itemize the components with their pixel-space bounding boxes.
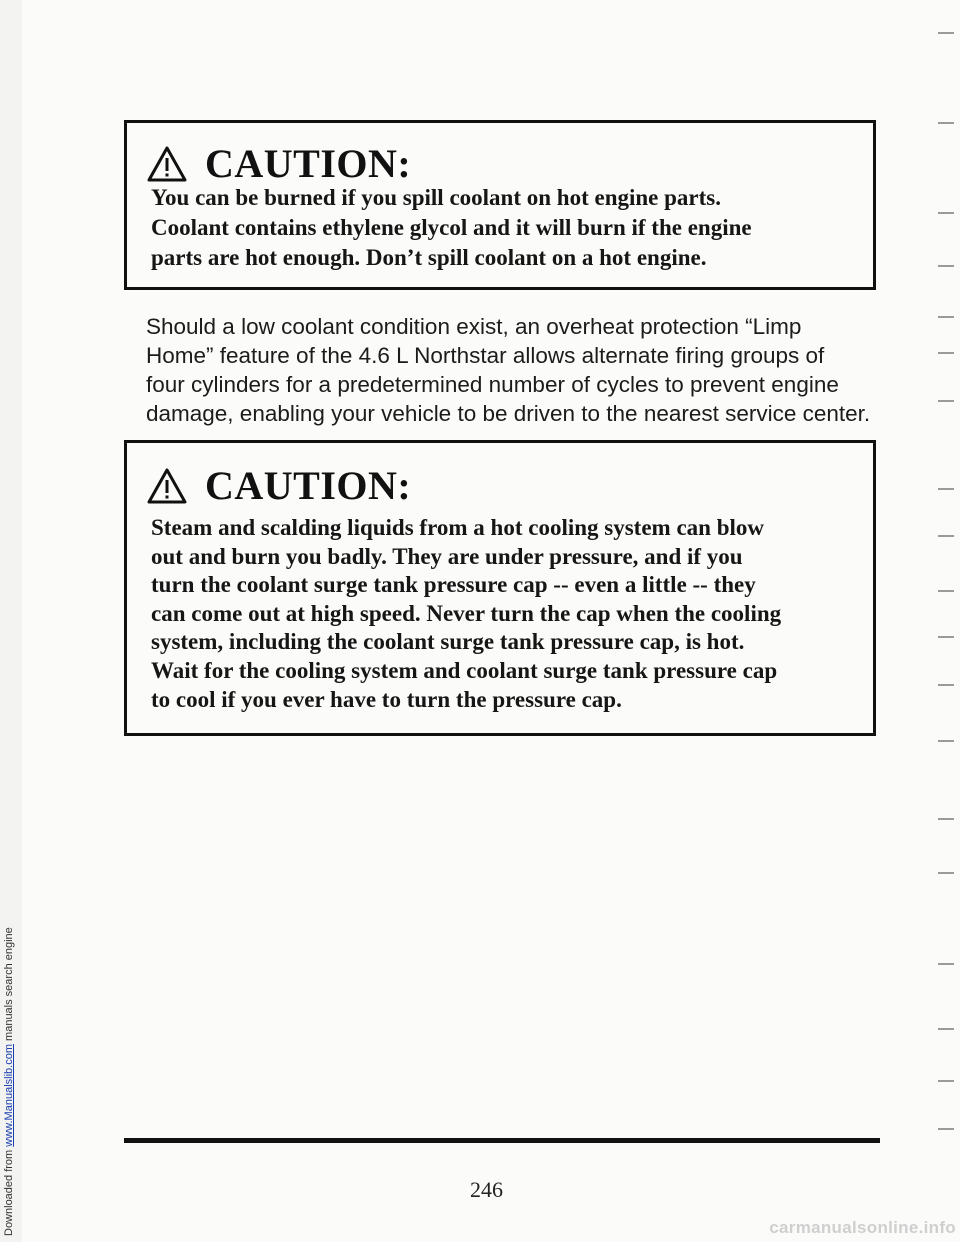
watermark-prefix: Downloaded from [3,1146,15,1236]
body-line: Home” feature of the 4.6 L Northstar allows alternate firing groups of [146,343,825,368]
caution-title-2: CAUTION: [205,463,412,508]
edge-tick [938,740,954,742]
edge-tick [938,316,954,318]
caution-2-line: Wait for the cooling system and coolant surge tank pressure cap [151,657,778,683]
warning-triangle-icon [147,146,187,182]
body-paragraph [146,312,871,428]
caution-heading-2 [147,462,853,509]
edge-tick [938,535,954,537]
watermark-suffix: manuals search engine [3,927,15,1045]
caution-2-line: to cool if you ever have to turn the pressure cap. [151,686,622,712]
edge-tick [938,636,954,638]
body-line: Should a low coolant condition exist, an overheat protection “Limp [146,314,802,339]
caution-heading-1 [147,140,853,187]
caution-text-2 [151,514,781,714]
download-watermark [3,6,19,1236]
page-number: 246 [470,1177,503,1202]
caution-2-line: turn the coolant surge tank pressure cap -- even a little -- they [151,572,756,598]
edge-tick [938,122,954,124]
edge-tick [938,488,954,490]
edge-tick [938,212,954,214]
edge-tick [938,1028,954,1030]
edge-tick [938,963,954,965]
body-line: four cylinders for a predetermined number of cycles to prevent engine [146,372,839,397]
caution-2-line: can come out at high speed. Never turn the cap when the cooling [151,600,782,626]
caution-1-line: You can be burned if you spill coolant on hot engine parts. [151,185,721,210]
caution-2-line: out and burn you badly. They are under pressure, and if you [151,543,743,569]
site-watermark: carmanualsonline.info [769,1218,956,1237]
edge-tick [938,400,954,402]
edge-tick [938,684,954,686]
manualslib-link[interactable]: www.Manualslib.com [3,1044,15,1147]
caution-2-line: Steam and scalding liquids from a hot cooling system can blow [151,515,764,540]
edge-tick [938,1080,954,1082]
edge-tick [938,32,954,34]
edge-tick [938,265,954,267]
right-edge-tick-marks [920,0,960,1242]
caution-1-line: parts are hot enough. Don’t spill coolant on a hot engine. [151,245,707,270]
caution-box-2 [124,440,876,736]
warning-triangle-icon [147,468,187,504]
caution-title-1: CAUTION: [205,141,412,186]
edge-tick [938,818,954,820]
edge-tick [938,590,954,592]
edge-tick [938,352,954,354]
edge-tick [938,1128,954,1130]
caution-1-line: Coolant contains ethylene glycol and it will burn if the engine [151,215,752,240]
download-watermark-text [3,927,15,1236]
body-line: damage, enabling your vehicle to be driven to the nearest service center. [146,401,871,426]
caution-box-1 [124,120,876,290]
footer-rule [124,1138,880,1143]
caution-text-1 [151,183,752,273]
left-margin-strip [0,0,22,1242]
edge-tick [938,872,954,874]
caution-2-line: system, including the coolant surge tank pressure cap, is hot. [151,629,745,655]
